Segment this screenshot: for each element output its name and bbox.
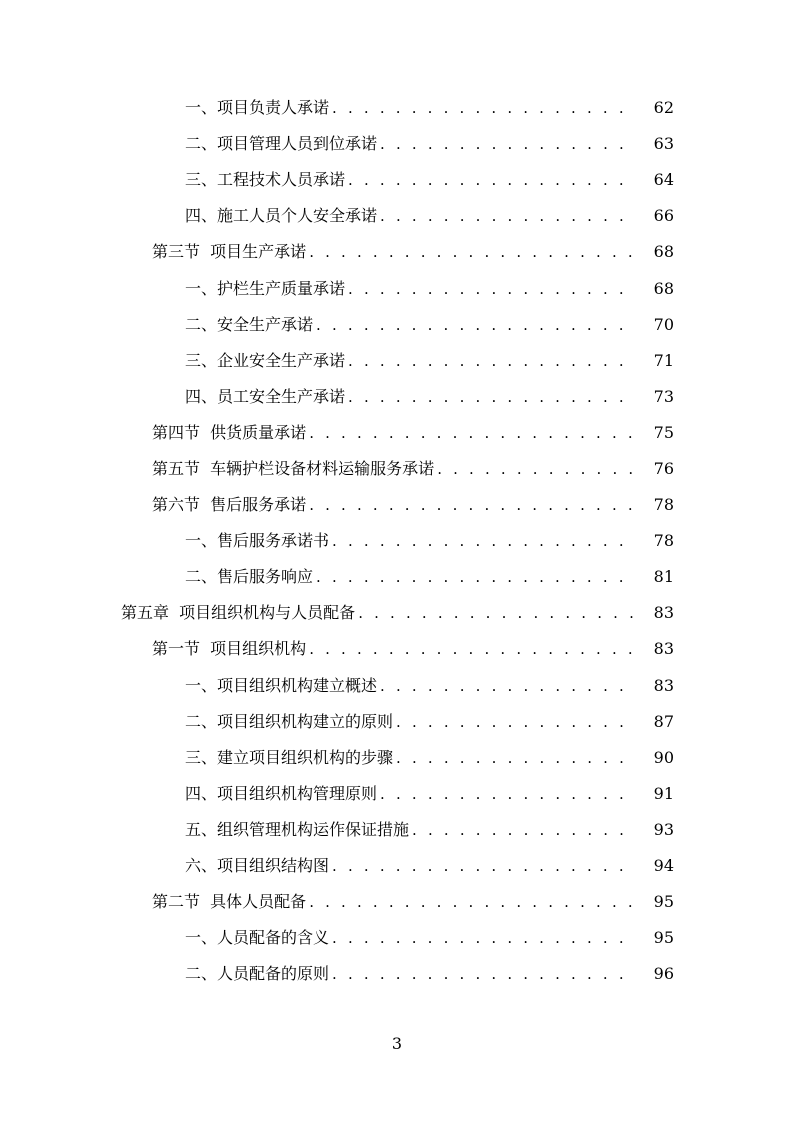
toc-entry-page-number: 68 [653, 242, 674, 262]
toc-entry-title: 三、企业安全生产承诺 [185, 350, 346, 370]
toc-entry[interactable] [0, 487, 794, 523]
dot-leader [396, 748, 636, 768]
toc-entry-title: 第六节 售后服务承诺 [152, 495, 307, 515]
toc-entry-page-number: 87 [653, 711, 674, 731]
toc-entry-page-number: 83 [653, 675, 674, 695]
toc-entry-page-number: 91 [653, 783, 674, 803]
toc-entry-title: 一、项目负责人承诺 [185, 98, 330, 118]
toc-entry[interactable] [0, 884, 794, 920]
toc-entry[interactable] [0, 234, 794, 270]
toc-entry[interactable] [0, 920, 794, 956]
toc-entry[interactable] [0, 270, 794, 306]
toc-entry-title: 二、人员配备的原则 [185, 964, 330, 984]
toc-entry-title: 第五节 车辆护栏设备材料运输服务承诺 [152, 458, 435, 478]
toc-entry-title: 五、组织管理机构运作保证措施 [185, 819, 410, 839]
toc-entry[interactable] [0, 523, 794, 559]
toc-entry[interactable] [0, 307, 794, 343]
dot-leader [348, 387, 636, 407]
dot-leader [316, 315, 636, 335]
toc-entry-page-number: 73 [653, 386, 674, 406]
dot-leader [309, 495, 636, 515]
toc-entry-page-number: 81 [653, 567, 674, 587]
toc-entry[interactable] [0, 90, 794, 126]
toc-entry-title: 二、项目管理人员到位承诺 [185, 134, 378, 154]
dot-leader [358, 603, 636, 623]
toc-entry-page-number: 76 [653, 458, 674, 478]
toc-entry-title: 第三节 项目生产承诺 [152, 242, 307, 262]
toc-entry-title: 第二节 具体人员配备 [152, 892, 307, 912]
toc-entry[interactable] [0, 848, 794, 884]
toc-entry-title: 一、人员配备的含义 [185, 928, 330, 948]
toc-entry-title: 第四节 供货质量承诺 [152, 422, 307, 442]
toc-entry-page-number: 78 [653, 531, 674, 551]
toc-entry[interactable] [0, 415, 794, 451]
toc-entry-page-number: 95 [653, 892, 674, 912]
toc-entry[interactable] [0, 198, 794, 234]
toc-entry-page-number: 83 [653, 603, 674, 623]
toc-entry-page-number: 78 [653, 495, 674, 515]
toc-entry-page-number: 93 [653, 819, 674, 839]
dot-leader [412, 820, 636, 840]
toc-entry-title: 第一节 项目组织机构 [152, 639, 307, 659]
dot-leader [309, 423, 636, 443]
toc-entry[interactable] [0, 343, 794, 379]
toc-entry[interactable] [0, 631, 794, 667]
dot-leader [437, 459, 636, 479]
dot-leader [332, 531, 636, 551]
toc-entry[interactable] [0, 595, 794, 631]
toc-entry-title: 六、项目组织结构图 [185, 856, 330, 876]
toc-entry-page-number: 62 [653, 98, 674, 118]
dot-leader [332, 98, 636, 118]
toc-entry-title: 一、售后服务承诺书 [185, 531, 330, 551]
toc-entry-title: 二、项目组织机构建立的原则 [185, 711, 394, 731]
dot-leader [380, 134, 636, 154]
dot-leader [380, 676, 636, 696]
dot-leader [348, 170, 636, 190]
toc-entry[interactable] [0, 776, 794, 812]
dot-leader [380, 784, 636, 804]
toc-entry[interactable] [0, 162, 794, 198]
toc-entry-page-number: 83 [653, 639, 674, 659]
dot-leader [396, 712, 636, 732]
toc-entry-page-number: 95 [653, 928, 674, 948]
dot-leader [348, 351, 636, 371]
toc-entry-title: 二、售后服务响应 [185, 567, 314, 587]
toc-entry[interactable] [0, 126, 794, 162]
toc-entry-title: 第五章 项目组织机构与人员配备 [121, 603, 356, 623]
toc-entry-page-number: 64 [653, 170, 674, 190]
toc-entry-title: 一、护栏生产质量承诺 [185, 278, 346, 298]
toc-entry-title: 三、工程技术人员承诺 [185, 170, 346, 190]
toc-entry[interactable] [0, 559, 794, 595]
toc-entry-page-number: 90 [653, 747, 674, 767]
dot-leader [309, 892, 636, 912]
dot-leader [316, 567, 636, 587]
toc-entry[interactable] [0, 451, 794, 487]
toc-entry-page-number: 96 [653, 964, 674, 984]
toc-entry[interactable] [0, 668, 794, 704]
toc-entry-page-number: 70 [653, 314, 674, 334]
toc-entry-page-number: 71 [653, 350, 674, 370]
toc-entry-page-number: 66 [653, 206, 674, 226]
toc-entry-page-number: 75 [653, 422, 674, 442]
toc-entry-title: 一、项目组织机构建立概述 [185, 675, 378, 695]
page-number: 3 [391, 1034, 403, 1053]
toc-entry[interactable] [0, 704, 794, 740]
toc-entry[interactable] [0, 956, 794, 992]
dot-leader [380, 206, 636, 226]
toc-entry-page-number: 63 [653, 134, 674, 154]
toc-entry-title: 四、施工人员个人安全承诺 [185, 206, 378, 226]
toc-entry[interactable] [0, 379, 794, 415]
dot-leader [309, 242, 636, 262]
toc-entry-page-number: 94 [653, 856, 674, 876]
toc-entry-page-number: 68 [653, 278, 674, 298]
toc-entry[interactable] [0, 740, 794, 776]
dot-leader [309, 639, 636, 659]
dot-leader [332, 964, 636, 984]
toc-entry-title: 四、项目组织机构管理原则 [185, 783, 378, 803]
toc-entry-title: 四、员工安全生产承诺 [185, 386, 346, 406]
table-of-contents [0, 90, 794, 992]
toc-entry-title: 二、安全生产承诺 [185, 314, 314, 334]
dot-leader [332, 928, 636, 948]
toc-entry-title: 三、建立项目组织机构的步骤 [185, 747, 394, 767]
dot-leader [332, 856, 636, 876]
toc-entry[interactable] [0, 812, 794, 848]
dot-leader [348, 279, 636, 299]
